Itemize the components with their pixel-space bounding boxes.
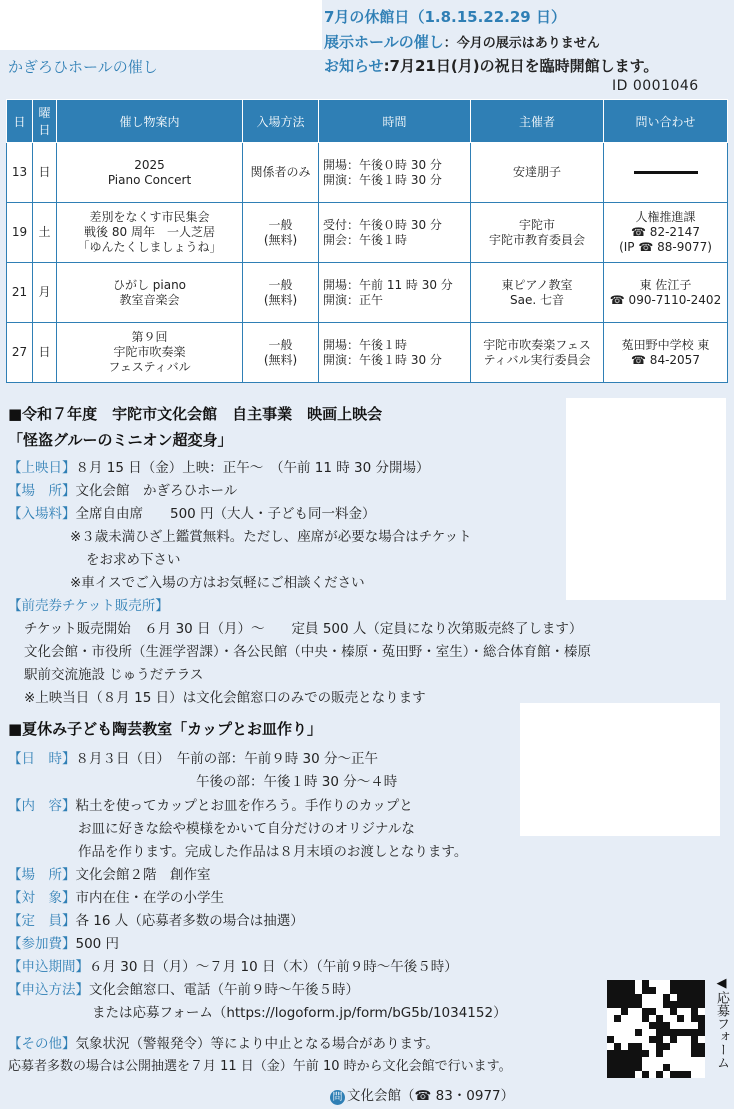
- no-contact-dash: [634, 171, 698, 174]
- table-row: [7, 263, 728, 323]
- pottery-place: [8, 863, 211, 883]
- pottery-method: [8, 978, 359, 998]
- cell-contact: 東 佐江子 ☎ 090-7110-2402: [604, 263, 728, 323]
- header-dow: 曜 日: [33, 100, 57, 143]
- pottery-lottery: 応募者多数の場合は公開抽選を７月 11 日（金）午前 10 時から文化会館で行います。: [8, 1059, 512, 1074]
- pottery-period: [8, 955, 458, 975]
- pottery-date-2: 午後の部：午後１時 30 分～４時: [196, 774, 398, 790]
- pottery-date: [8, 747, 378, 767]
- header-organizer: 主催者: [471, 100, 604, 143]
- footer-contact: [330, 1084, 514, 1105]
- movie-image-placeholder: [566, 398, 726, 600]
- movie-note-1b: をお求め下さい: [86, 552, 181, 568]
- cell-day: 27: [7, 323, 33, 383]
- cell-time: 開場：午後０時 30 分 開演：午後１時 30 分: [319, 143, 471, 203]
- movie-date-label: 【上映日】: [8, 460, 76, 476]
- cell-contact: 菟田野中学校 東 ☎ 84-2057: [604, 323, 728, 383]
- pottery-method-1: 文化会館窓口、電話（午前９時～午後５時）: [89, 982, 359, 998]
- movie-note-1: ※３歳未満ひざ上鑑賞無料。ただし、座席が必要な場合はチケット: [70, 529, 472, 545]
- pottery-target-text: 市内在住・在学の小学生: [75, 890, 224, 906]
- pottery-other: [8, 1032, 439, 1052]
- cell-day: 21: [7, 263, 33, 323]
- pottery-place-text: 文化会館２階 創作室: [75, 867, 211, 883]
- movie-sales-label: 【前売券チケット販売所】: [8, 598, 169, 614]
- cell-organizer: 安達朋子: [471, 143, 604, 203]
- pottery-content-1: 粘土を使ってカップとお皿を作ろう。手作りのカップと: [75, 798, 413, 814]
- pottery-fee-text: 500 円: [75, 936, 120, 952]
- pottery-period-text: ６月 30 日（月）～７月 10 日（木）（午前９時～午後５時）: [89, 959, 458, 975]
- pottery-content: [8, 794, 413, 814]
- movie-fee: [8, 502, 376, 522]
- events-table: [6, 99, 728, 383]
- cell-dow: 月: [33, 263, 57, 323]
- pottery-method-label: 【申込方法】: [8, 982, 89, 998]
- movie-place-label: 【場 所】: [8, 483, 76, 499]
- movie-fee-label: 【入場料】: [8, 506, 76, 522]
- pottery-content-2: お皿に好きな絵や模様をかいて自分だけのオリジナルな: [78, 821, 415, 837]
- pottery-method-2[interactable]: または応募フォーム（https://logoform.jp/form/bG5b/1034152）: [92, 1005, 507, 1021]
- cell-event: 第９回 宇陀市吹奏楽 フェスティバル: [57, 323, 243, 383]
- movie-place-text: 文化会館 かぎろひホール: [75, 483, 238, 499]
- cell-contact: [604, 143, 728, 203]
- movie-place: [8, 479, 237, 499]
- exhibit-text: ：今月の展示はありません: [443, 36, 600, 51]
- pottery-image-placeholder: [520, 703, 720, 836]
- inquiry-icon: 問: [330, 1090, 345, 1105]
- pottery-section-title: ■夏休み子ども陶芸教室「カップとお皿作り」: [8, 720, 323, 738]
- cell-entry: 一般 (無料): [243, 323, 319, 383]
- blank-header-area: [0, 0, 322, 50]
- pottery-fee: [8, 932, 119, 952]
- exhibit-info: [324, 31, 600, 52]
- cell-entry: 一般 (無料): [243, 203, 319, 263]
- movie-sales-4: ※上映当日（８月 15 日）は文化会館窓口のみでの販売となります: [24, 690, 426, 706]
- table-header-row: [7, 100, 728, 143]
- notice-info: [324, 55, 658, 76]
- movie-sales-1: チケット販売開始 ６月 30 日（月）～ 定員 500 人（定員になり次第販売終了します）: [24, 621, 583, 637]
- cell-event: 2025 Piano Concert: [57, 143, 243, 203]
- page-id: ID 0001046: [612, 78, 699, 94]
- movie-note-2: ※車イスでご入場の方はお気軽にご相談ください: [70, 575, 365, 591]
- header-contact: 問い合わせ: [604, 100, 728, 143]
- exhibit-label: 展示ホールの催し: [324, 33, 444, 51]
- table-row: [7, 323, 728, 383]
- footer-contact-text: 文化会館（☎ 83・0977）: [347, 1088, 515, 1104]
- cell-day: 13: [7, 143, 33, 203]
- notice-label: お知らせ: [324, 57, 384, 75]
- header-entry: 入場方法: [243, 100, 319, 143]
- cell-contact: 人権推進課 ☎ 82-2147 (IP ☎ 88-9077): [604, 203, 728, 263]
- pottery-period-label: 【申込期間】: [8, 959, 89, 975]
- cell-entry: 関係者のみ: [243, 143, 319, 203]
- pottery-target-label: 【対 象】: [8, 890, 76, 906]
- pottery-place-label: 【場 所】: [8, 867, 76, 883]
- hall-title: かぎろひホールの催し: [8, 58, 158, 76]
- header-day: 日: [7, 100, 33, 143]
- pottery-other-text: 気象状況（警報発令）等により中止となる場合があります。: [75, 1036, 439, 1052]
- cell-organizer: 宇陀市 宇陀市教育委員会: [471, 203, 604, 263]
- pottery-target: [8, 886, 224, 906]
- pottery-date-1: ８月３日（日） 午前の部：午前９時 30 分～正午: [75, 751, 379, 767]
- cell-event: 差別をなくす市民集会 戦後 80 周年 一人芝居 「ゆんたくしましょうね」: [57, 203, 243, 263]
- pottery-content-3: 作品を作ります。完成した作品は８月末頃のお渡しとなります。: [78, 844, 468, 860]
- cell-time: 受付：午後０時 30 分 開会：午後１時: [319, 203, 471, 263]
- pottery-date-label: 【日 時】: [8, 751, 76, 767]
- header-time: 時間: [319, 100, 471, 143]
- pottery-content-label: 【内 容】: [8, 798, 76, 814]
- cell-event: ひがし piano 教室音楽会: [57, 263, 243, 323]
- table-row: [7, 143, 728, 203]
- movie-sales-3: 駅前交流施設 じゅうだテラス: [24, 667, 204, 683]
- cell-entry: 一般 (無料): [243, 263, 319, 323]
- cell-time: 開場：午後１時 開演：午後１時 30 分: [319, 323, 471, 383]
- pottery-other-label: 【その他】: [8, 1036, 76, 1052]
- cell-organizer: 宇陀市吹奏楽フェス ティバル実行委員会: [471, 323, 604, 383]
- movie-date-text: ８月 15 日（金）上映：正午～ （午前 11 時 30 分開場）: [75, 460, 430, 476]
- notice-text: :7月21日(月)の祝日を臨時開館します。: [383, 57, 659, 75]
- cell-dow: 日: [33, 323, 57, 383]
- cell-dow: 日: [33, 143, 57, 203]
- pottery-fee-label: 【参加費】: [8, 936, 76, 952]
- movie-fee-text: 全席自由席 500 円（大人・子ども同一料金）: [75, 506, 376, 522]
- pottery-capacity-label: 【定 員】: [8, 913, 76, 929]
- pottery-capacity-text: 各 16 人（応募者多数の場合は抽選）: [75, 913, 304, 929]
- header-event: 催し物案内: [57, 100, 243, 143]
- movie-sales-2: 文化会館・市役所（生涯学習課）・各公民館（中央・榛原・菟田野・室生）・総合体育館・榛原: [24, 644, 591, 660]
- cell-dow: 土: [33, 203, 57, 263]
- cell-organizer: 東ピアノ教室 Sae. 七音: [471, 263, 604, 323]
- cell-day: 19: [7, 203, 33, 263]
- pottery-capacity: [8, 909, 304, 929]
- form-vertical-label: ◀応募フォーム: [714, 976, 729, 1069]
- movie-section-title: ■令和７年度 宇陀市文化会館 自主事業 映画上映会: [8, 405, 383, 423]
- cell-time: 開場：午前 11 時 30 分 開演：正午: [319, 263, 471, 323]
- closed-days: 7月の休館日（1.8.15.22.29 日）: [324, 8, 566, 26]
- qr-code-icon[interactable]: [607, 980, 705, 1078]
- movie-date: [8, 456, 430, 476]
- movie-title: 「怪盗グルーのミニオン超変身」: [8, 431, 233, 449]
- table-row: [7, 203, 728, 263]
